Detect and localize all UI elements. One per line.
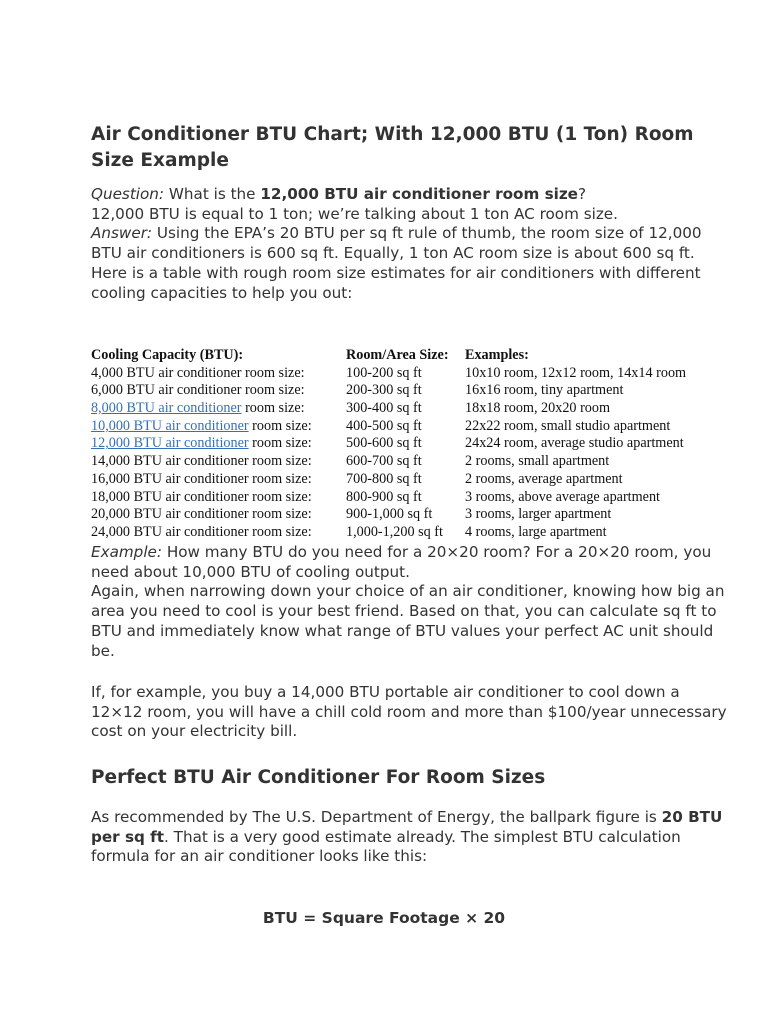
table-row <box>91 506 731 524</box>
section-title: Perfect BTU Air Conditioner For Room Sizes <box>91 767 546 788</box>
capacity-text: 6,000 BTU air conditioner room size: <box>91 382 305 399</box>
question-label: Question: <box>91 185 165 203</box>
example-paragraph <box>91 543 731 661</box>
table-row <box>91 489 731 507</box>
cell-area: 100-200 sq ft <box>346 364 422 381</box>
answer-label: Answer: <box>91 224 153 243</box>
example-text: How many BTU do you need for a 20×20 room? For a 20×20 room, you need about 10,000 BTU of cooling output. <box>91 543 712 581</box>
cell-capacity <box>91 524 312 542</box>
capacity-text: room size: <box>248 417 312 434</box>
cell-example: 2 rooms, small apartment <box>465 453 610 470</box>
recommendation-pre: As recommended by The U.S. Department of Energy, the ballpark figure is <box>91 808 662 826</box>
question-text: What is the <box>164 185 261 203</box>
cell-area: 1,000-1,200 sq ft <box>346 523 443 540</box>
btu-table <box>91 347 731 542</box>
table-row <box>91 418 731 436</box>
table-row <box>91 471 731 489</box>
capacity-text: 20,000 BTU air conditioner room size: <box>91 506 312 523</box>
table-intro: Here is a table with rough room size estimates for air conditioners with different cooling capacities to help you out: <box>91 263 701 302</box>
table-row <box>91 435 731 453</box>
table-row <box>91 382 731 400</box>
cell-example: 10x10 room, 12x12 room, 14x14 room <box>465 364 687 381</box>
ton-line: 12,000 BTU is equal to 1 ton; we’re talking about 1 ton AC room size. <box>91 204 618 223</box>
capacity-link[interactable]: 12,000 BTU air conditioner <box>91 435 249 452</box>
table-row <box>91 365 731 383</box>
cell-example: 18x18 room, 20x20 room <box>465 400 611 417</box>
recommendation-post: . That is a very good estimate already. The simplest BTU calculation formula for an air conditioner looks like this: <box>91 827 681 866</box>
table-row <box>91 453 731 471</box>
cell-capacity <box>91 489 312 507</box>
capacity-text: 4,000 BTU air conditioner room size: <box>91 364 305 381</box>
cell-example: 2 rooms, average apartment <box>465 470 623 487</box>
header-examples: Examples: <box>465 347 529 363</box>
intro-paragraph <box>91 185 731 303</box>
cell-capacity <box>91 471 312 489</box>
table-header-row <box>91 347 731 365</box>
recommendation-bold: 20 BTU per sq ft <box>91 808 723 846</box>
cell-capacity <box>91 435 312 453</box>
btu-formula: BTU = Square Footage × 20 <box>262 909 506 927</box>
cell-area: 800-900 sq ft <box>346 488 422 505</box>
answer-text: Using the EPA’s 20 BTU per sq ft rule of thumb, the room size of 12,000 BTU air conditioners is 600 sq ft. Equally, 1 ton AC room size is about 600 sq ft. <box>91 224 702 263</box>
cell-example: 3 rooms, above average apartment <box>465 488 660 505</box>
cell-area: 900-1,000 sq ft <box>346 506 433 523</box>
cell-area: 200-300 sq ft <box>346 382 422 399</box>
capacity-text: 24,000 BTU air conditioner room size: <box>91 523 312 540</box>
header-capacity: Cooling Capacity (BTU): <box>91 347 244 363</box>
cell-capacity <box>91 382 305 400</box>
cell-capacity <box>91 400 305 418</box>
again-text: Again, when narrowing down your choice of an air conditioner, knowing how big an area you need to cool is your best friend. Based on that, you can calculate sq ft to BTU and immediately know what range of BTU values your perfect AC unit should be. <box>91 582 725 660</box>
cell-area: 500-600 sq ft <box>346 435 422 452</box>
cell-example: 24x24 room, average studio apartment <box>465 435 684 452</box>
capacity-text: 18,000 BTU air conditioner room size: <box>91 488 312 505</box>
cell-area: 700-800 sq ft <box>346 470 422 487</box>
capacity-text: 16,000 BTU air conditioner room size: <box>91 470 312 487</box>
cell-example: 22x22 room, small studio apartment <box>465 417 671 434</box>
capacity-text: 14,000 BTU air conditioner room size: <box>91 453 312 470</box>
cell-capacity <box>91 453 312 471</box>
recommendation-paragraph <box>91 808 731 867</box>
capacity-link[interactable]: 8,000 BTU air conditioner <box>91 400 242 417</box>
table-row <box>91 524 731 542</box>
cell-example: 16x16 room, tiny apartment <box>465 382 624 399</box>
cell-area: 400-500 sq ft <box>346 417 422 434</box>
example-label: Example: <box>91 543 163 561</box>
cell-capacity <box>91 365 305 383</box>
capacity-text: room size: <box>248 435 312 452</box>
page-title: Air Conditioner BTU Chart; With 12,000 BTU (1 Ton) Room Size Example <box>91 124 694 171</box>
capacity-text: room size: <box>241 400 305 417</box>
cell-capacity <box>91 506 312 524</box>
cell-example: 4 rooms, large apartment <box>465 523 607 540</box>
cell-area: 300-400 sq ft <box>346 400 422 417</box>
cell-area: 600-700 sq ft <box>346 453 422 470</box>
cell-example: 3 rooms, larger apartment <box>465 506 612 523</box>
cell-capacity <box>91 418 312 436</box>
if-paragraph: If, for example, you buy a 14,000 BTU portable air conditioner to cool down a 12×12 room, you will have a chill cold room and more than $100/year unnecessary cost on your electricity bill. <box>91 683 727 741</box>
question-bold: 12,000 BTU air conditioner room size <box>260 185 578 203</box>
table-row <box>91 400 731 418</box>
capacity-link[interactable]: 10,000 BTU air conditioner <box>91 417 249 434</box>
question-end: ? <box>577 185 587 203</box>
header-area: Room/Area Size: <box>346 347 449 363</box>
